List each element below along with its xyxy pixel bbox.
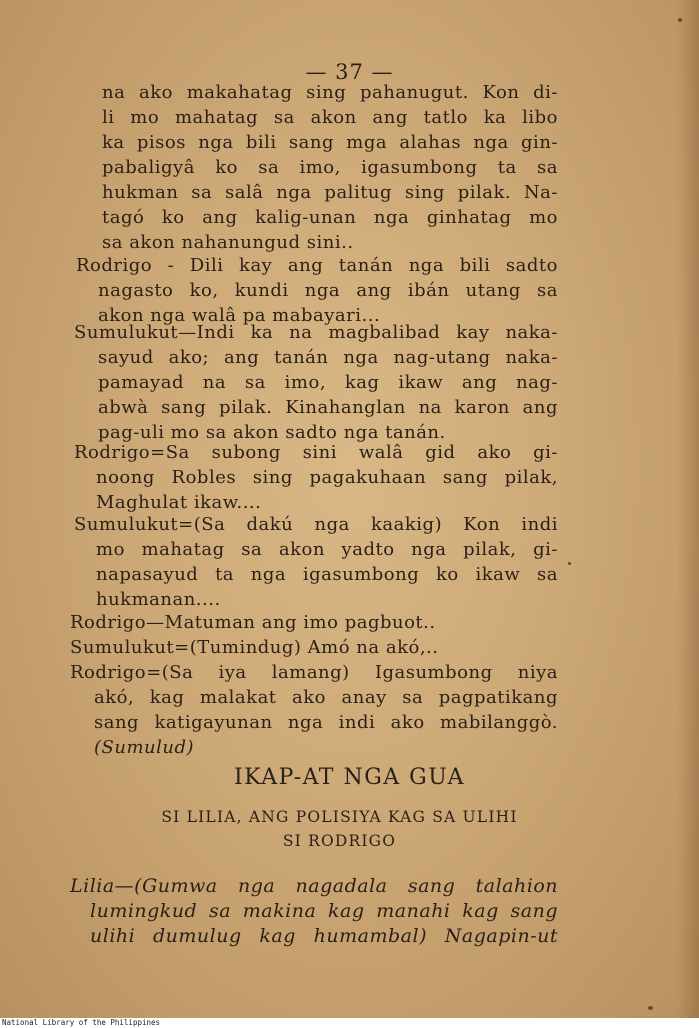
dialogue-lilia bbox=[70, 874, 558, 949]
text-line: tagó ko ang kalig-unan nga ginhatag mo bbox=[102, 207, 558, 228]
text-line: pabaligyâ ko sa imo, igasumbong ta sa bbox=[102, 157, 558, 178]
text-line: lumingkud sa makina kag manahi kag sang bbox=[90, 900, 558, 922]
act-heading: IKAP-AT NGA GUA bbox=[233, 765, 466, 790]
text-line: sayud ako; ang tanán nga nag-utang naka- bbox=[98, 347, 558, 368]
text-line: noong Robles sing pagakuhaan sang pilak, bbox=[96, 467, 558, 488]
text-line: li mo mahatag sa akon ang tatlo ka libo bbox=[102, 107, 558, 128]
dialogue-exchange bbox=[70, 610, 558, 760]
text-line: hukman sa salâ nga palitug sing pilak. Na- bbox=[102, 182, 558, 203]
footer-bar bbox=[0, 1018, 699, 1028]
text-line: na ako makahatag sing pahanugut. Kon di- bbox=[102, 82, 558, 103]
text-line: Rodrigo—Matuman ang imo pagbuot.. bbox=[70, 612, 436, 633]
paper-speck bbox=[648, 1006, 653, 1010]
text-line: sa akon nahanungud sini.. bbox=[102, 232, 354, 253]
text-line: ulihi dumulug kag humambal) Nagapin-ut bbox=[90, 925, 558, 947]
text-line: nagasto ko, kundi nga ang ibán utang sa bbox=[98, 280, 558, 301]
text-line: Rodrigo=Sa subong sini walâ gid ako gi- bbox=[74, 442, 558, 463]
text-line: akó, kag malakat ako anay sa pagpatikang bbox=[94, 687, 558, 708]
paper-speck bbox=[678, 18, 682, 22]
dialogue-sumulukut bbox=[74, 320, 558, 445]
paper-speck bbox=[568, 562, 571, 565]
text-line: (Sumulud) bbox=[94, 737, 195, 758]
text-line: pag-uli mo sa akon sadto nga tanán. bbox=[98, 422, 446, 443]
text-line: akon nga walâ pa mabayari... bbox=[98, 305, 381, 326]
text-line: Maghulat ikaw.... bbox=[96, 492, 262, 513]
text-line: Sumulukut=(Sa dakú nga kaakig) Kon indi bbox=[74, 514, 558, 535]
dialogue-rodrigo bbox=[74, 440, 558, 515]
text-line: Rodrigo=(Sa iya lamang) Igasumbong niya bbox=[70, 662, 558, 683]
page-edge-shadow bbox=[677, 0, 699, 1018]
text-line: Lilia—(Gumwa nga nagadala sang talahion bbox=[70, 875, 558, 897]
footer-credit: National Library of the Philippines bbox=[2, 1018, 161, 1027]
text-line: napasayud ta nga igasumbong ko ikaw sa bbox=[96, 564, 558, 585]
text-line: Rodrigo - Dili kay ang tanán nga bili sadto bbox=[76, 255, 558, 276]
text-line: sang katigayunan nga indi ako mabilanggò. bbox=[94, 712, 558, 733]
text-line: pamayad na sa imo, kag ikaw ang nag- bbox=[98, 372, 558, 393]
dialogue-rodrigo bbox=[76, 253, 558, 328]
text-line: mo mahatag sa akon yadto nga pilak, gi- bbox=[96, 539, 558, 560]
text-line: hukmanan.... bbox=[96, 589, 221, 610]
text-line: Sumulukut=(Tumindug) Amó na akó,.. bbox=[70, 637, 439, 658]
paragraph-continuation bbox=[102, 80, 558, 255]
dialogue-sumulukut bbox=[74, 512, 558, 612]
scene-heading-line2: SI RODRIGO bbox=[282, 832, 397, 850]
page-number: — 37 — bbox=[305, 60, 394, 84]
text-line: abwà sang pilak. Kinahanglan na karon ang bbox=[98, 397, 558, 418]
scene-heading-line1: SI LILIA, ANG POLISIYA KAG SA ULIHI bbox=[161, 808, 518, 826]
text-line: ka pisos nga bili sang mga alahas nga gin- bbox=[102, 132, 558, 153]
text-line: Sumulukut—Indi ka na magbalibad kay naka- bbox=[74, 322, 558, 343]
